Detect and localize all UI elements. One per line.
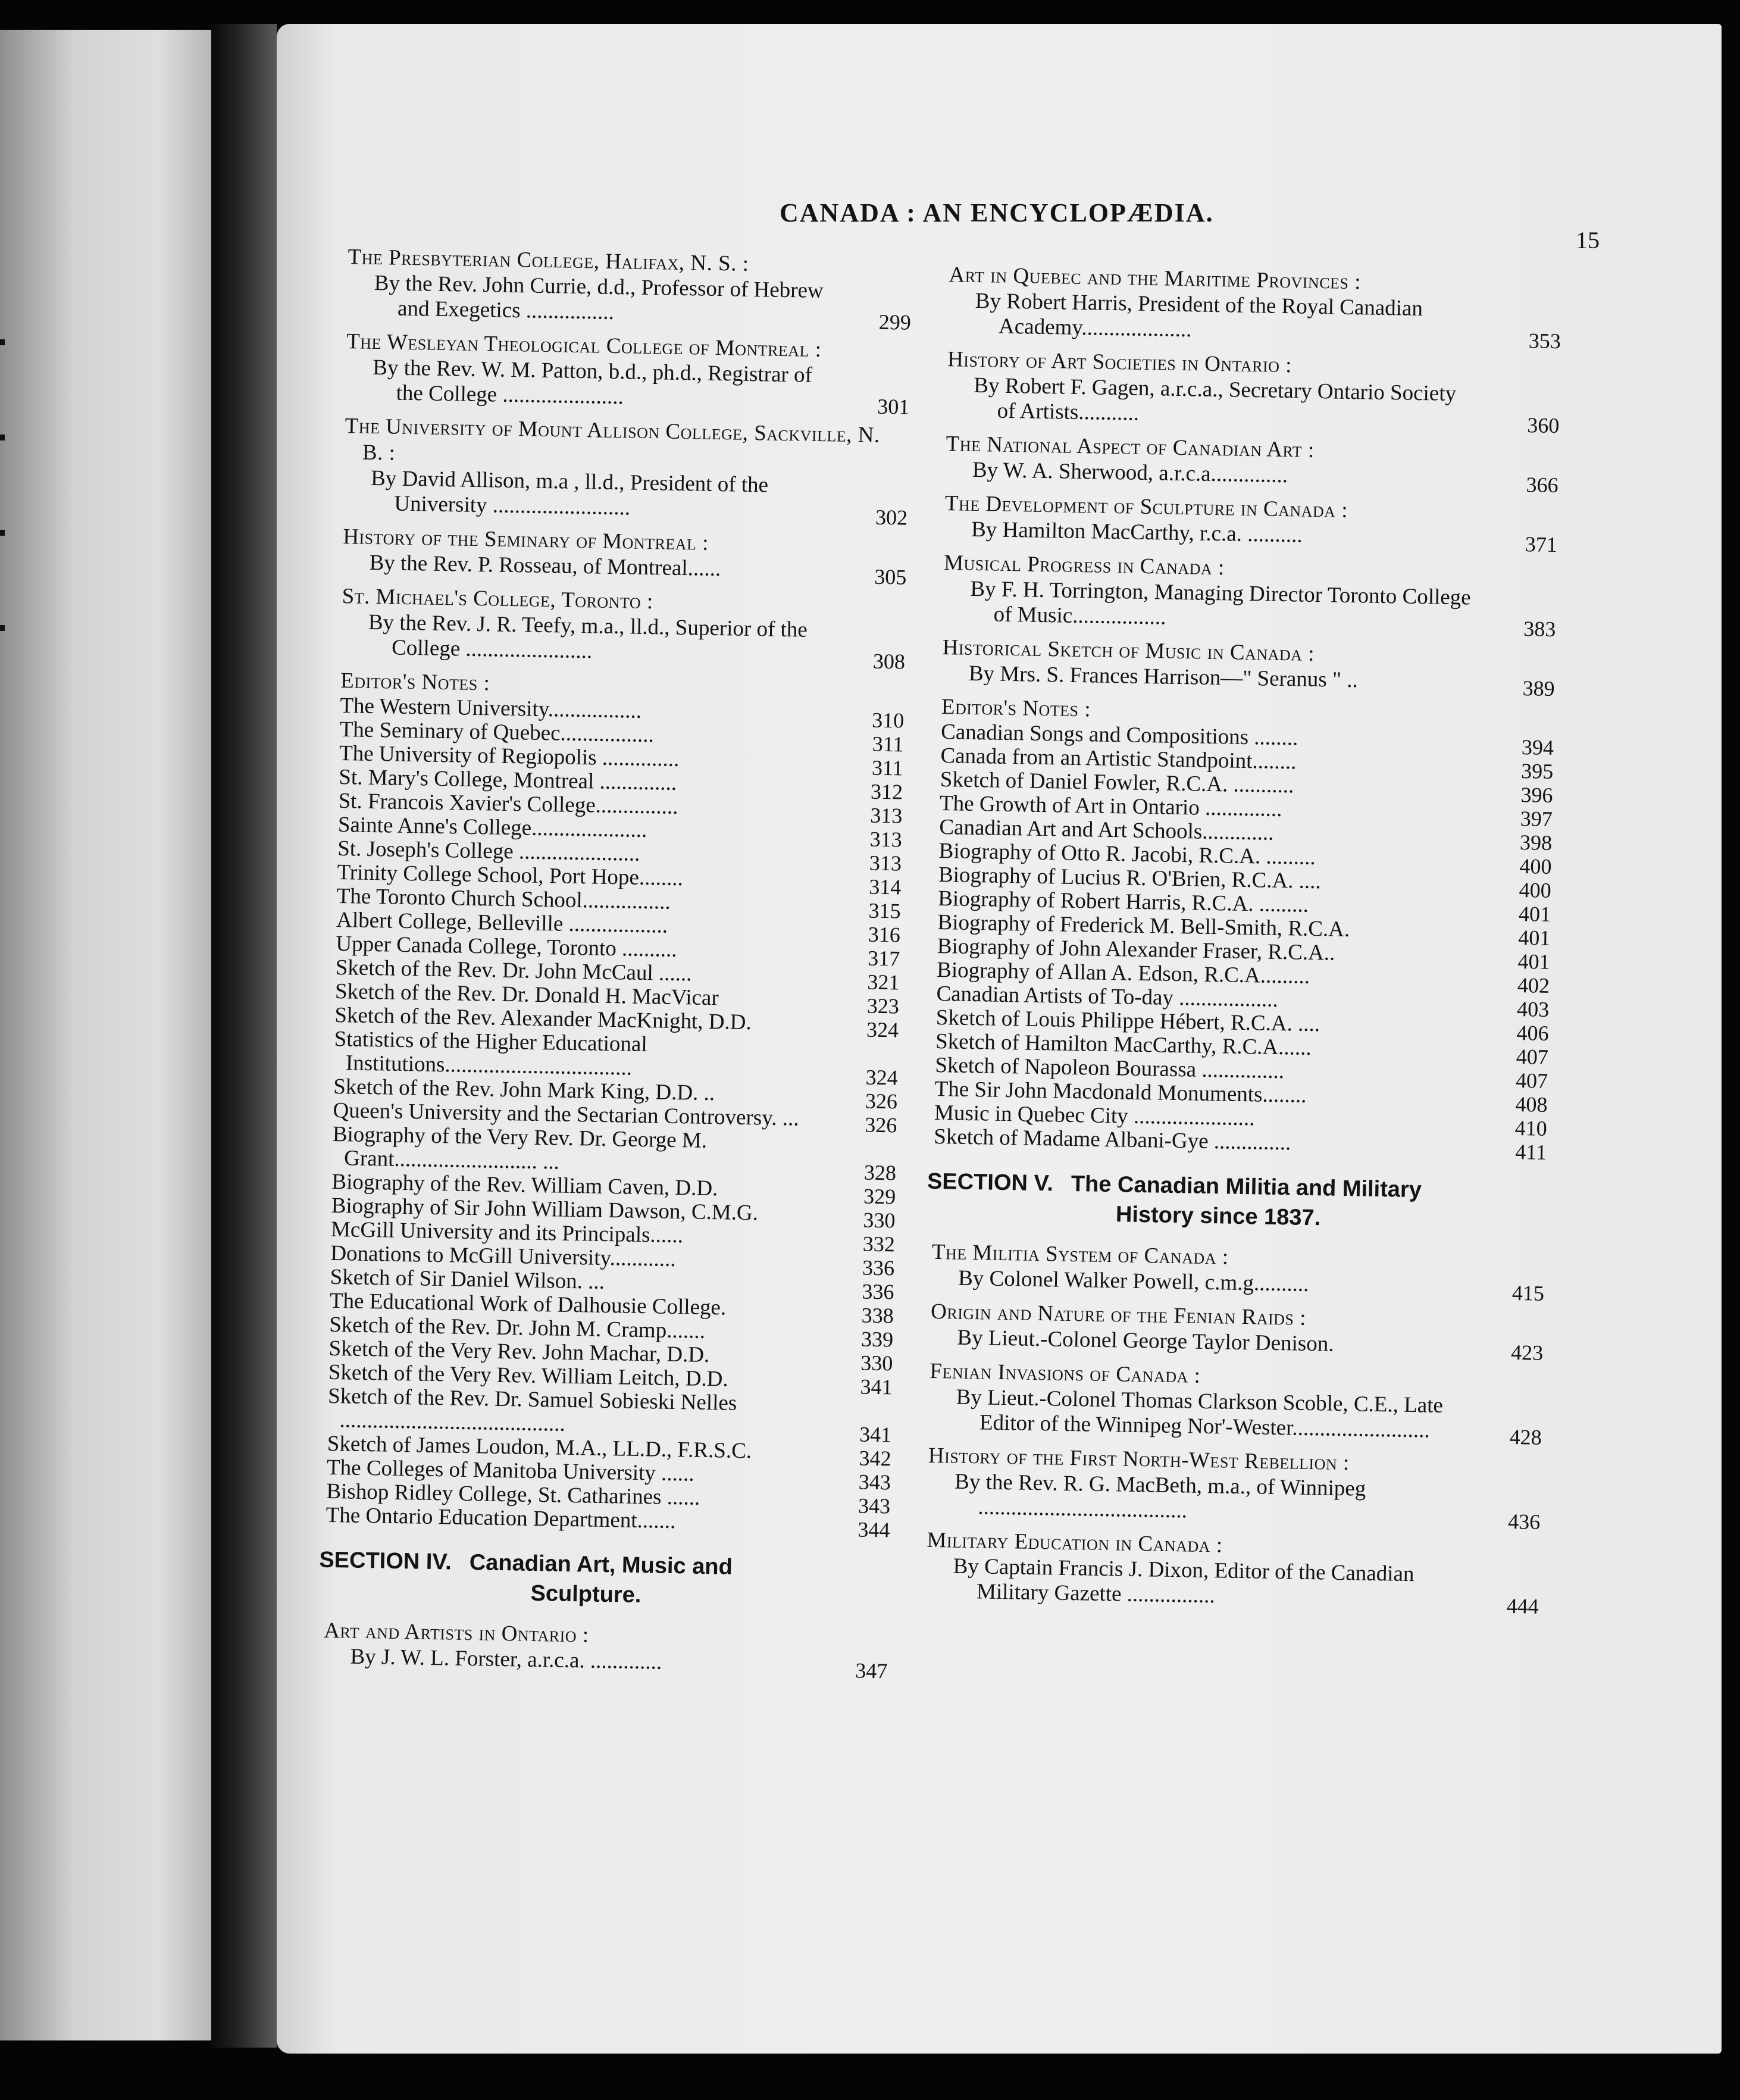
author-text: By Lieut.-Colonel Thomas Clarkson Scoble, C.E., Late Editor of the Winnipeg Nor'-Wester......................... [956, 1385, 1444, 1443]
section-heading [318, 1545, 890, 1615]
page-ref: 395 [1520, 759, 1554, 784]
entry-heading: The National Aspect of Canadian Art : [946, 432, 1315, 462]
page-ref: 396 [1520, 783, 1553, 808]
entry-author [373, 355, 910, 419]
facing-page-edge [0, 30, 211, 2040]
page-ref: 326 [865, 1089, 898, 1114]
item-text: Biography of Lucius R. O'Brien, R.C.A. .... [938, 862, 1322, 894]
item-text: Biography of Otto R. Jacobi, R.C.A. ......... [938, 839, 1316, 870]
toc-entry [940, 431, 1559, 498]
entry-author [970, 576, 1556, 642]
item-text: The Toronto Church School................ [336, 884, 671, 914]
page-ref: 411 [1515, 1140, 1547, 1164]
entry-heading: History of the Seminary of Montreal : [343, 524, 709, 555]
item-text: Sketch of the Very Rev. William Leitch, D.D. [328, 1360, 729, 1392]
page-ref: 401 [1517, 949, 1550, 974]
author-text: By Hamilton MacCarthy, r.c.a. .......... [971, 517, 1303, 548]
page-ref: 301 [877, 394, 910, 419]
section-title: Canadian Art, Music and [469, 1550, 733, 1580]
page-ref: 398 [1519, 830, 1553, 855]
page-ref: 407 [1516, 1045, 1549, 1069]
page-ref: 313 [869, 851, 902, 876]
author-text: By David Allison, m.a , ll.d., President of the University ......................... [370, 465, 769, 520]
page-ref: 324 [866, 1017, 899, 1042]
page-ref: 400 [1519, 878, 1552, 902]
section-number: SECTION V. [927, 1168, 1054, 1196]
toc-entry [921, 1443, 1541, 1534]
page-ref: 317 [867, 946, 900, 971]
author-text: By Robert Harris, President of the Royal Canadian Academy.................... [975, 288, 1423, 342]
page-ref: 313 [870, 803, 903, 828]
page-ref: 343 [858, 1470, 891, 1495]
page-ref: 402 [1517, 973, 1550, 998]
item-text: Sketch of Louis Philippe Hébert, R.C.A. .... [935, 1005, 1320, 1037]
item-text: McGill University and its Principals...... [330, 1217, 684, 1248]
entry-heading: Historical Sketch of Music in Canada : [942, 635, 1315, 666]
page-ref: 329 [863, 1184, 896, 1209]
page-ref: 299 [878, 310, 912, 335]
page-ref: 408 [1515, 1092, 1548, 1117]
page-ref: 397 [1520, 807, 1553, 832]
page-ref: 305 [874, 564, 907, 589]
item-text: Upper Canada College, Toronto .......... [336, 931, 677, 962]
item-text: Sketch of Daniel Fowler, R.C.A. ........... [940, 767, 1294, 798]
toc-entry [936, 635, 1556, 701]
entry-heading: Art and Artists in Ontario : [323, 1618, 589, 1648]
author-text: By F. H. Torrington, Managing Director Toronto College of Music................. [970, 576, 1472, 630]
item-text: Canadian Songs and Compositions ........ [940, 720, 1298, 751]
item-text: Sketch of Hamilton MacCarthy, R.C.A...... [935, 1029, 1312, 1060]
page-ref: 311 [871, 755, 904, 780]
page-ref: 444 [1506, 1593, 1539, 1618]
entry-heading: History of the First North-West Rebellion : [928, 1443, 1350, 1476]
notes-heading: Editor's Notes : [340, 668, 490, 696]
item-text: Canadian Art and Art Schools............. [939, 815, 1274, 845]
page-ref: 407 [1515, 1068, 1548, 1093]
author-text: By Lieut.-Colonel George Taylor Denison. [957, 1325, 1334, 1357]
page-ref: 339 [860, 1327, 894, 1352]
item-text: Sketch of the Rev. Alexander MacKnight, D.D. [334, 1002, 752, 1035]
item-text: St. Joseph's College ...................... [337, 836, 640, 866]
item-text: The Growth of Art in Ontario .............. [939, 791, 1282, 822]
item-text: Sketch of Sir Daniel Wilson. ... [330, 1264, 605, 1294]
margin-mark [0, 435, 5, 440]
toc-right-column [919, 262, 1561, 1623]
author-text: By J. W. L. Forster, a.r.c.a. ............. [350, 1644, 662, 1674]
page-ref: 400 [1519, 854, 1552, 879]
section-heading [927, 1167, 1547, 1237]
item-text: Biography of Robert Harris, R.C.A. ......... [937, 886, 1309, 917]
page-ref: 410 [1514, 1115, 1548, 1140]
author-text: By Captain Francis J. Dixon, Editor of the Canadian Military Gazette ................ [953, 1554, 1414, 1608]
entry-heading: The Presbyterian College, Halifax, N. S. : [348, 245, 749, 276]
page-ref: 314 [868, 874, 902, 899]
item-text: Music in Quebec City ...................... [934, 1100, 1255, 1131]
page-ref: 315 [868, 898, 901, 923]
page-ref: 406 [1516, 1021, 1549, 1045]
page-ref: 313 [869, 827, 903, 852]
author-text: By the Rev. John Currie, d.d., Professor of Hebrew and Exegetics ................ [374, 270, 824, 324]
entry-heading: The Militia System of Canada : [931, 1239, 1229, 1270]
page-ref: 401 [1517, 926, 1551, 950]
author-text: By the Rev. J. R. Teefy, m.a., ll.d., Superior of the College ....................... [368, 610, 808, 664]
item-text: Sketch of Madame Albani-Gye .............. [933, 1124, 1291, 1155]
page-ref: 336 [862, 1255, 895, 1280]
toc-entry [339, 329, 910, 419]
item-text: Canadian Artists of To-day .................. [936, 981, 1279, 1012]
page-ref: 394 [1521, 735, 1554, 760]
section-title: The Canadian Militia and Military [1071, 1171, 1422, 1203]
item-text: St. Mary's College, Montreal .............. [339, 765, 677, 795]
page-ref: 341 [859, 1422, 892, 1447]
item-text: The Seminary of Quebec................. [339, 717, 655, 748]
page-number: 15 [1576, 227, 1600, 254]
item-text: Sketch of the Rev. Dr. John McCaul ...... [335, 955, 692, 986]
item-text: Canada from an Artistic Standpoint........ [940, 743, 1297, 774]
toc-entry [940, 346, 1560, 438]
entry-author [954, 1469, 1541, 1534]
page-ref: 436 [1507, 1509, 1541, 1534]
item-text: Biography of Frederick M. Bell-Smith, R.C.A. [937, 910, 1350, 942]
toc-entry [923, 1358, 1543, 1449]
entry-author [974, 373, 1560, 438]
item-text: The Ontario Education Department....... [326, 1502, 676, 1534]
page-ref: 428 [1509, 1424, 1542, 1449]
toc-left-column [317, 244, 912, 1687]
item-text: Sainte Anne's College..................... [337, 812, 647, 843]
page-ref: 330 [863, 1208, 896, 1233]
entry-heading: The Wesleyan Theological College of Montreal : [346, 329, 822, 362]
author-text: By the Rev. R. G. MacBeth, m.a., of Winnipeg ...................................... [954, 1469, 1366, 1523]
running-head: CANADA : AN ENCYCLOPÆDIA. [780, 198, 1214, 227]
page-ref: 341 [860, 1374, 893, 1399]
item-text: Donations to McGill University............ [330, 1240, 676, 1272]
item-text: Biography of the Rev. William Caven, D.D. [331, 1169, 718, 1201]
author-text: By Robert F. Gagen, a.r.c.a., Secretary Ontario Society of Artists........... [974, 373, 1457, 426]
margin-mark [0, 339, 5, 345]
item-text: Biography of Allan A. Edson, R.C.A......... [936, 957, 1310, 989]
page-ref: 338 [861, 1303, 894, 1328]
page-ref: 308 [872, 649, 906, 674]
toc-entry [335, 583, 906, 674]
entry-heading: The University of Mount Allison College, Sackville, N. B. : [345, 414, 881, 465]
item-text: Biography of John Alexander Fraser, R.C.A.. [937, 934, 1335, 965]
item-text: Sketch of the Rev. John Mark King, D.D. .. [333, 1074, 715, 1106]
margin-mark [0, 625, 5, 631]
page-ref: 310 [871, 708, 905, 733]
item-text: Statistics of the Higher Educational Institutions.................................. [334, 1026, 648, 1080]
author-text: By W. A. Sherwood, a.r.c.a.............. [972, 457, 1288, 488]
page-ref: 321 [867, 970, 900, 995]
toc-entry [341, 244, 912, 335]
section-title-continued: Sculpture. [530, 1580, 641, 1608]
item-text: The Colleges of Manitoba University ...... [326, 1455, 694, 1486]
page-ref: 403 [1516, 997, 1550, 1021]
page-ref: 324 [865, 1065, 899, 1090]
author-text: By Colonel Walker Powell, c.m.g.......... [957, 1265, 1309, 1296]
author-text: By the Rev. P. Rosseau, of Montreal...... [369, 550, 721, 582]
page-ref: 423 [1510, 1340, 1544, 1365]
item-text: Trinity College School, Port Hope........ [337, 860, 684, 891]
item-text: Sketch of the Very Rev. John Machar, D.D. [328, 1336, 710, 1368]
item-text: Queen's University and the Sectarian Controversy. ... [333, 1098, 799, 1131]
item-text: Albert College, Belleville .................. [336, 908, 668, 938]
page-ref: 343 [858, 1493, 891, 1518]
section-number: SECTION IV. [319, 1547, 452, 1575]
entry-heading: Military Education in Canada : [927, 1527, 1223, 1558]
author-text: By Mrs. S. Frances Harrison—" Seranus " .. [968, 661, 1359, 693]
section-title-continued: History since 1837. [1115, 1202, 1321, 1231]
item-text: Sketch of the Rev. Dr. John M. Cramp....... [328, 1312, 706, 1343]
toc-entry [337, 413, 909, 530]
entry-author [956, 1385, 1542, 1449]
page-ref: 389 [1522, 676, 1555, 701]
entry-author [975, 288, 1561, 354]
item-text: St. Francois Xavier's College............... [338, 789, 678, 819]
book-gutter [211, 24, 277, 2048]
entry-heading: Art in Quebec and the Maritime Provinces : [949, 262, 1362, 295]
page-ref: 332 [862, 1232, 896, 1257]
item-text: The University of Regiopolis .............. [339, 741, 680, 772]
toc-entry [938, 490, 1558, 557]
page-ref: 312 [870, 779, 903, 804]
item-text: Sketch of James Loudon, M.A., LL.D., F.R.S.C. [327, 1431, 752, 1464]
page-ref: 401 [1518, 902, 1551, 926]
item-text: Bishop Ridley College, St. Catharines ...... [326, 1479, 700, 1510]
notes-heading: Editor's Notes : [941, 695, 1091, 722]
page-ref: 323 [866, 993, 900, 1018]
entry-heading: St. Michael's College, Toronto : [342, 584, 654, 614]
entry-heading: Fenian Invasions of Canada : [930, 1358, 1201, 1388]
entry-author [374, 270, 912, 335]
page-ref: 360 [1527, 413, 1560, 438]
notes-list [314, 693, 905, 1542]
page-ref: 328 [863, 1160, 897, 1185]
page-ref: 330 [860, 1351, 893, 1376]
page-ref: 347 [855, 1658, 888, 1683]
toc-entry [336, 524, 907, 589]
entry-author [370, 465, 908, 530]
margin-mark [0, 530, 5, 536]
item-text: Sketch of Napoleon Bourassa ............... [935, 1052, 1285, 1084]
item-text: Biography of the Very Rev. Dr. George M. Grant.......................... ... [332, 1121, 708, 1174]
page-ref: 371 [1525, 532, 1558, 557]
entry-heading: Origin and Nature of the Fenian Raids : [930, 1299, 1307, 1330]
toc-entry [925, 1239, 1545, 1305]
page-ref: 344 [858, 1517, 890, 1542]
page-ref: 336 [862, 1279, 894, 1304]
page-ref: 415 [1511, 1280, 1545, 1305]
entry-heading: The Development of Sculpture in Canada : [944, 491, 1348, 523]
page-ref: 383 [1523, 617, 1556, 642]
page-ref: 302 [875, 505, 908, 530]
item-text: Sketch of the Rev. Dr. Samuel Sobieski Nelles ......................................... [327, 1383, 737, 1436]
item-text: The Sir John Macdonald Monuments........ [934, 1076, 1307, 1108]
toc-entry [942, 262, 1562, 354]
item-text: The Western University................. [340, 693, 642, 723]
notes-list [922, 720, 1554, 1164]
item-text: The Educational Work of Dalhousie College. [329, 1288, 727, 1320]
author-text: By the Rev. W. M. Patton, b.d., ph.d., Registrar of the College ...................... [373, 355, 813, 410]
entry-heading: History of Art Societies in Ontario : [947, 347, 1293, 378]
page-ref: 353 [1528, 329, 1561, 354]
toc-entry [924, 1299, 1544, 1365]
toc-entry [317, 1618, 888, 1683]
entry-heading: Musical Progress in Canada : [943, 551, 1225, 580]
page-ref: 316 [868, 922, 901, 947]
page-ref: 311 [872, 732, 904, 757]
toc-entry [937, 550, 1557, 642]
page-ref: 342 [859, 1446, 891, 1471]
item-text: Sketch of the Rev. Dr. Donald H. MacVicar [334, 979, 719, 1011]
toc-entry [920, 1527, 1540, 1618]
item-text: Biography of Sir John William Dawson, C.M.G. [331, 1193, 759, 1226]
page-ref: 366 [1526, 473, 1559, 498]
page-ref: 326 [864, 1112, 897, 1138]
entry-author [368, 610, 906, 674]
entry-author [953, 1554, 1539, 1618]
